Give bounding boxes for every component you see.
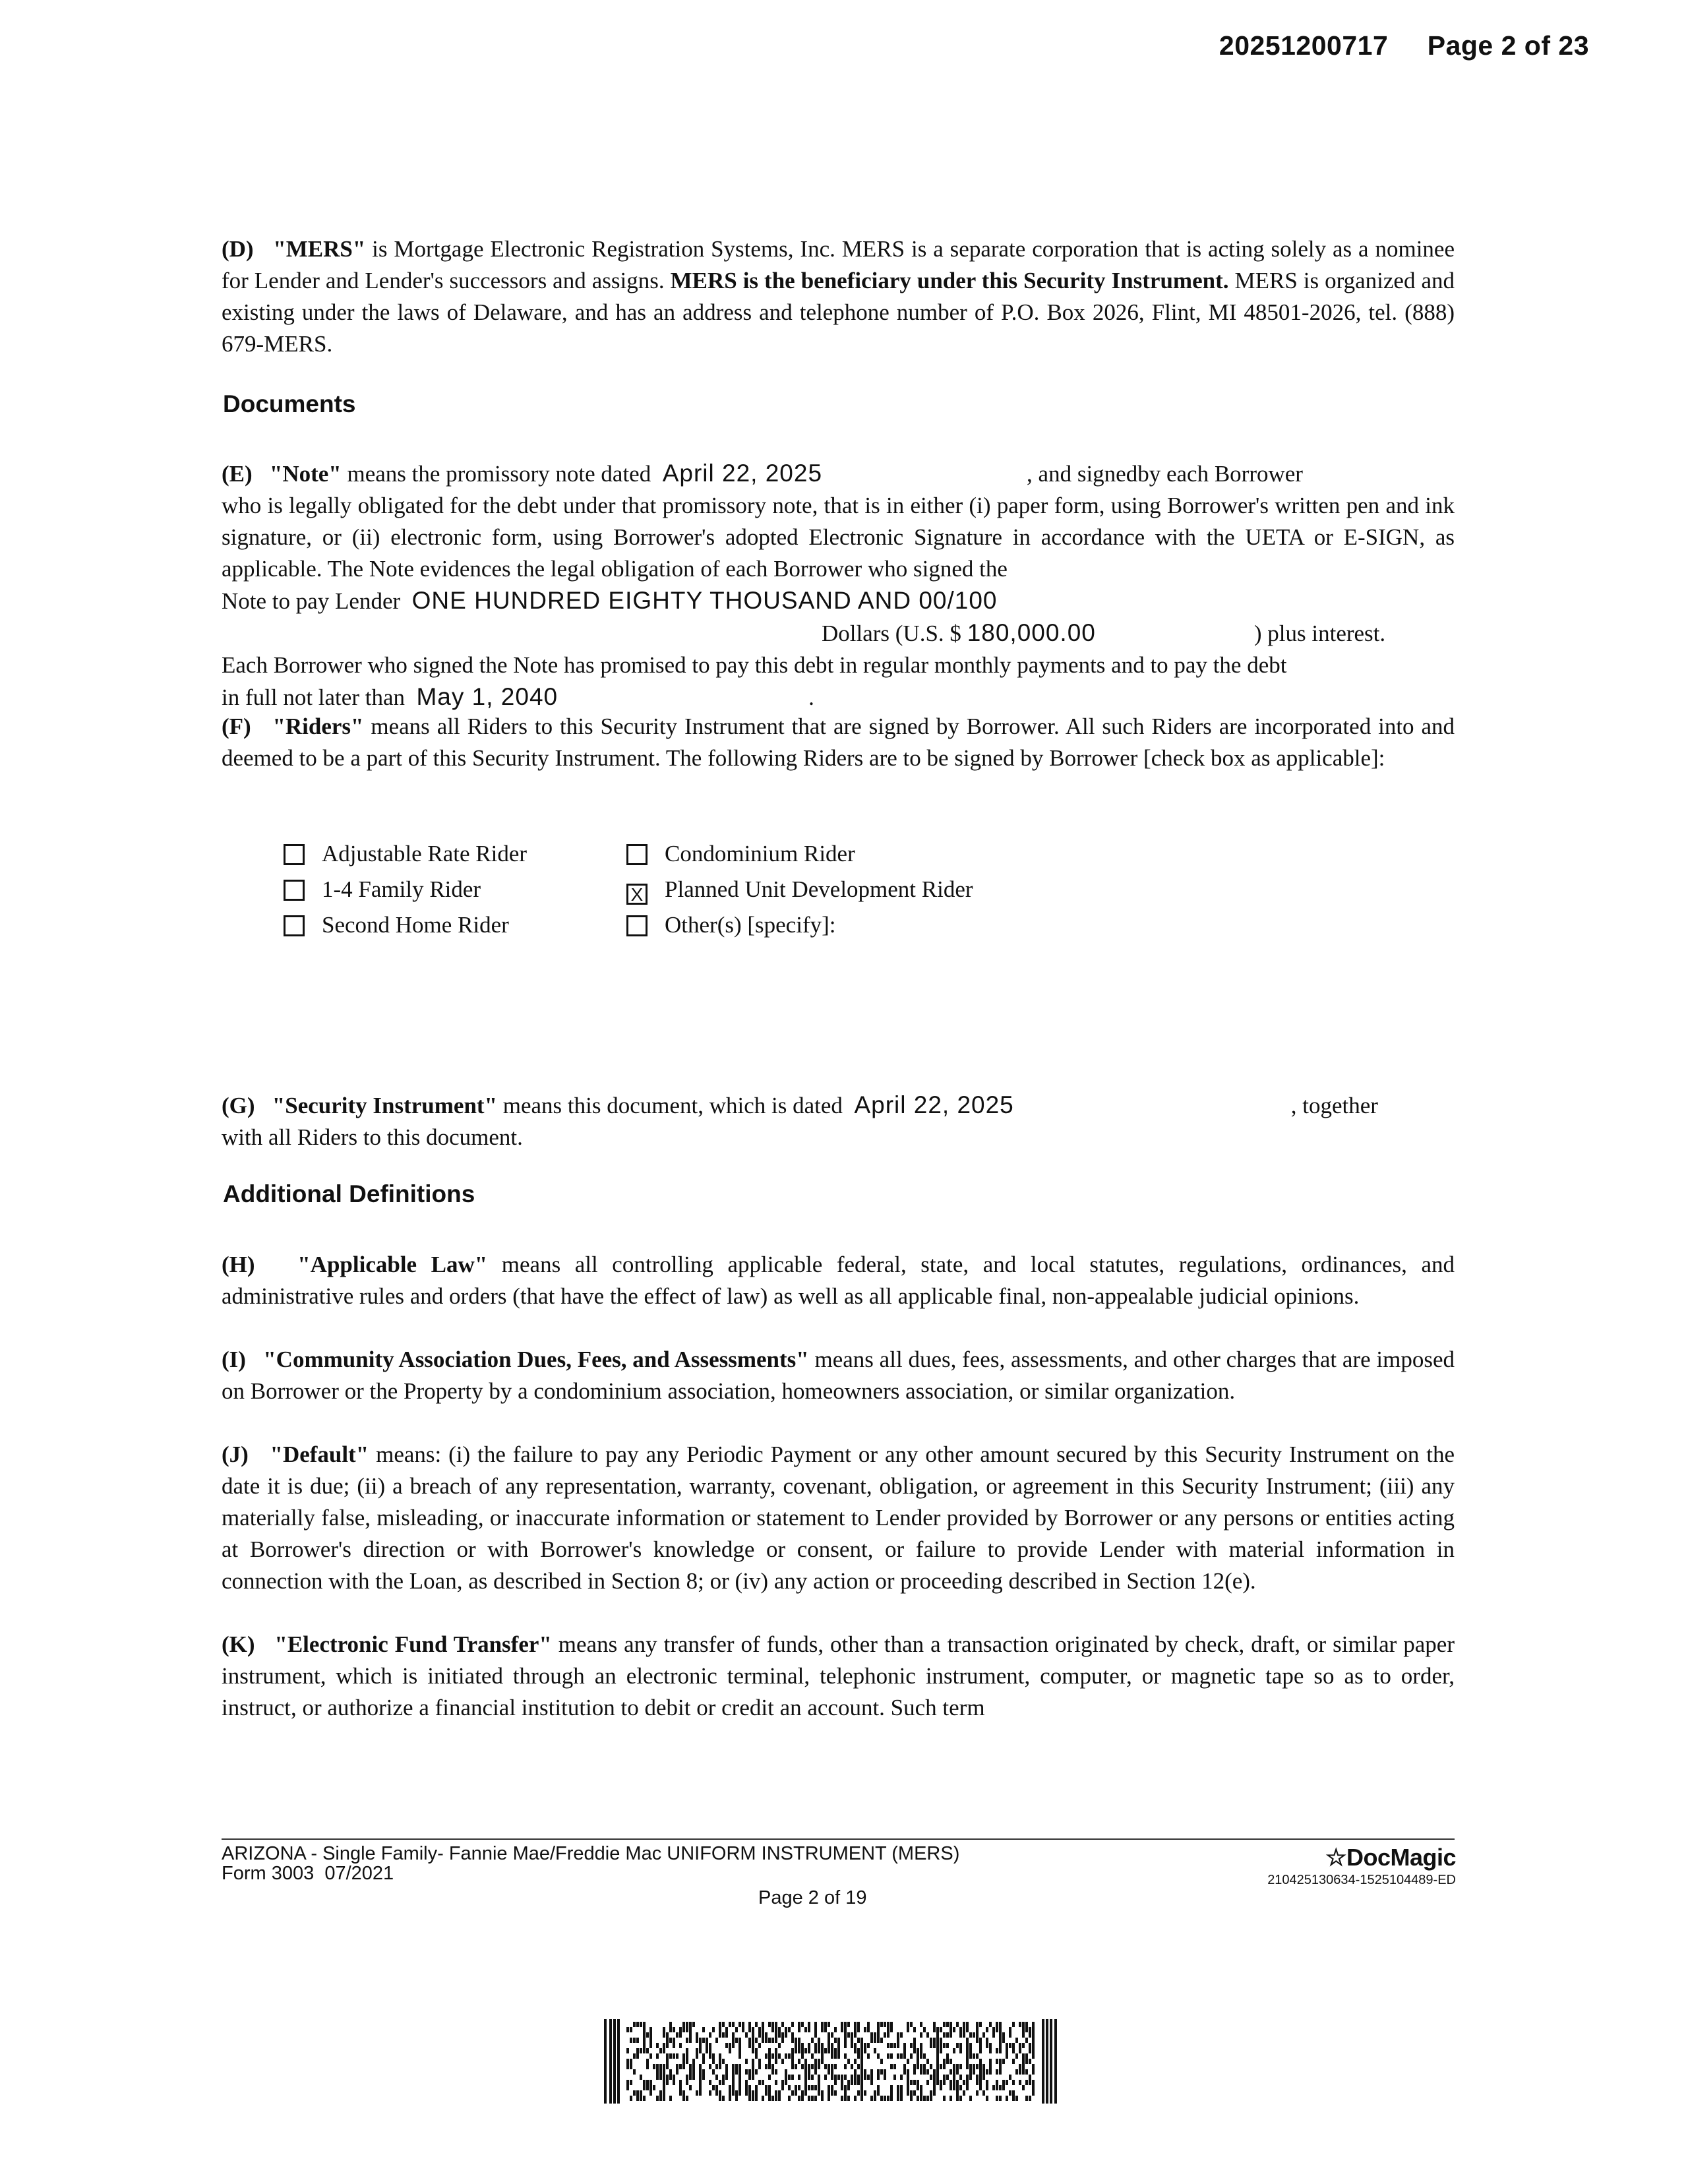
label: (I) bbox=[222, 1347, 246, 1372]
checkbox[interactable] bbox=[284, 844, 305, 865]
text: Dollars (U.S. $ bbox=[822, 621, 961, 646]
definition-k bbox=[222, 1629, 1455, 1724]
note-line-dollars bbox=[222, 617, 1455, 650]
term: "Default" bbox=[270, 1441, 369, 1467]
note-line-1 bbox=[222, 458, 1455, 490]
text: in full not later than bbox=[222, 684, 405, 710]
checkbox[interactable] bbox=[626, 915, 648, 936]
maturity-date: May 1, 2040 bbox=[416, 683, 558, 710]
text: , and signedby each Borrower bbox=[1027, 461, 1303, 487]
docmagic-logo bbox=[1258, 1844, 1456, 1888]
label: (G) bbox=[222, 1093, 255, 1118]
document-code: 210425130634-1525104489-ED bbox=[1267, 1873, 1456, 1887]
term: "Note" bbox=[269, 461, 342, 487]
text: means any transfer of funds, other than a transaction originated by check, draft, or similar paper instrument, which is initiated through an electronic terminal, telephonic instrument, computer, or magnetic tape so as to order, instruct, or authorize a financial institution to debit or credit an account. Such term bbox=[222, 1631, 1455, 1720]
term: "Electronic Fund Transfer" bbox=[274, 1631, 552, 1657]
loan-amount-words: ONE HUNDRED EIGHTY THOUSAND AND 00/100 bbox=[411, 587, 998, 614]
beneficiary-statement: MERS is the beneficiary under this Security Instrument. bbox=[670, 268, 1229, 293]
security-instrument-line-1 bbox=[222, 1089, 1455, 1122]
rider-planned-unit-development[interactable] bbox=[626, 872, 973, 907]
definition-j bbox=[222, 1439, 1455, 1597]
loan-amount: 180,000.00 bbox=[967, 619, 1096, 646]
section-heading-documents: Documents bbox=[223, 390, 356, 417]
note-body-2: Each Borrower who signed the Note has promised to pay this debt in regular monthly payments and to pay the debt bbox=[222, 652, 1287, 678]
text: means the promissory note dated bbox=[341, 461, 651, 487]
term: "Riders" bbox=[272, 713, 364, 739]
checkbox[interactable] bbox=[284, 915, 305, 936]
checkbox[interactable]: X bbox=[626, 884, 648, 905]
text: ) plus interest. bbox=[1253, 621, 1386, 646]
section-heading-additional-definitions: Additional Definitions bbox=[223, 1180, 475, 1207]
text: Note to pay Lender bbox=[222, 588, 401, 614]
text: MERS is organized and existing under the laws of Delaware, and has an address and telephone number of P.O. Box 2026, Flint, MI 48501-2026, tel. (888) 679-MERS. bbox=[222, 268, 1455, 357]
label: (J) bbox=[222, 1441, 249, 1467]
text: . bbox=[808, 684, 814, 710]
security-instrument-date: April 22, 2025 bbox=[854, 1091, 1014, 1118]
text: means this document, which is dated bbox=[497, 1093, 843, 1118]
text: is Mortgage Electronic Registration Systems, Inc. MERS is a separate corporation that is acting solely as a nominee for Lender and Lender's successors and assigns. bbox=[222, 236, 1455, 293]
brand-name: DocMagic bbox=[1346, 1844, 1456, 1871]
document-number: 20251200717 bbox=[1219, 30, 1389, 61]
text: means all dues, fees, assessments, and other charges that are imposed on Borrower or the Property by a condominium association, homeowners association, or similar organization. bbox=[222, 1347, 1455, 1404]
form-identifier bbox=[222, 1844, 959, 1883]
rider-column-right bbox=[626, 836, 973, 943]
checkbox[interactable] bbox=[284, 880, 305, 901]
form-number: Form 3003 07/2021 bbox=[222, 1863, 394, 1884]
form-page-number: Page 2 of 19 bbox=[758, 1887, 867, 1908]
rider-second-home[interactable] bbox=[284, 907, 527, 943]
note-body: who is legally obligated for the debt under that promissory note, that is in either (i) paper form, using Borrower's written pen and ink signature, or (ii) electronic form, using Borrower's adopted Electronic Signature in accordance with the UETA or E-SIGN, as applicable. The Note evidences the legal obligation of each Borrower who signed the bbox=[222, 493, 1455, 582]
note-line-lender bbox=[222, 585, 1455, 617]
security-instrument-line-2: with all Riders to this document. bbox=[222, 1124, 523, 1150]
definition-e bbox=[222, 458, 1455, 713]
form-title: ARIZONA - Single Family- Fannie Mae/Freddie Mac UNIFORM INSTRUMENT (MERS) bbox=[222, 1843, 960, 1864]
rider-other[interactable] bbox=[626, 907, 973, 943]
label: (E) bbox=[222, 461, 253, 487]
rider-label: Planned Unit Development Rider bbox=[665, 876, 973, 902]
note-date: April 22, 2025 bbox=[662, 460, 823, 487]
footer-rule bbox=[222, 1838, 1455, 1840]
rider-label: Condominium Rider bbox=[665, 841, 855, 866]
label: (D) bbox=[222, 236, 254, 262]
term: "Applicable Law" bbox=[297, 1252, 488, 1277]
note-line-maturity bbox=[222, 681, 1455, 713]
definition-i bbox=[222, 1344, 1455, 1407]
definition-g bbox=[222, 1089, 1455, 1153]
rider-column-left bbox=[284, 836, 527, 943]
text: , together bbox=[1290, 1093, 1378, 1118]
rider-label: Second Home Rider bbox=[322, 912, 509, 938]
text: means all Riders to this Security Instrument that are signed by Borrower. All such Riders are incorporated into and deemed to be a part of this Security Instrument. The following Riders are to be signed by Borrower [check box as applicable]: bbox=[222, 713, 1455, 771]
recording-page-count: Page 2 of 23 bbox=[1427, 30, 1589, 61]
label: (F) bbox=[222, 713, 251, 739]
text: means all controlling applicable federal, state, and local statutes, regulations, ordinances, and administrative rules and orders (that have the effect of law) as well as all applicable final, non-appealable judicial opinions. bbox=[222, 1252, 1455, 1309]
term: "Security Instrument" bbox=[272, 1093, 497, 1118]
rider-label: 1-4 Family Rider bbox=[322, 876, 481, 902]
rider-label: Other(s) [specify]: bbox=[665, 912, 836, 938]
barcode-image bbox=[604, 2019, 1058, 2104]
label: (K) bbox=[222, 1631, 255, 1657]
definition-h bbox=[222, 1249, 1455, 1312]
text: means: (i) the failure to pay any Periodic Payment or any other amount secured by this Security Instrument on the date it is due; (ii) a breach of any representation, warranty, covenant, obligation, or agreement in this Security Instrument; (iii) any materially false, misleading, or inaccurate information or statement to Lender provided by Borrower or any persons or entities acting at Borrower's direction or with Borrower's knowledge or consent, or failure to provide Lender with material information in connection with the Loan, as described in Section 8; or (iv) any action or proceeding described in Section 12(e). bbox=[222, 1441, 1455, 1594]
label: (H) bbox=[222, 1252, 255, 1277]
definition-d bbox=[222, 233, 1455, 360]
rider-label: Adjustable Rate Rider bbox=[322, 841, 528, 866]
rider-1-4-family[interactable] bbox=[284, 872, 527, 907]
term: "MERS" bbox=[273, 236, 366, 262]
term: "Community Association Dues, Fees, and Assessments" bbox=[263, 1347, 809, 1372]
recording-header bbox=[1219, 30, 1589, 61]
definition-f bbox=[222, 711, 1455, 774]
checkbox[interactable] bbox=[626, 844, 648, 865]
rider-condominium[interactable] bbox=[626, 836, 973, 872]
star-outline-icon: ☆ bbox=[1325, 1844, 1346, 1871]
rider-adjustable-rate[interactable] bbox=[284, 836, 527, 872]
